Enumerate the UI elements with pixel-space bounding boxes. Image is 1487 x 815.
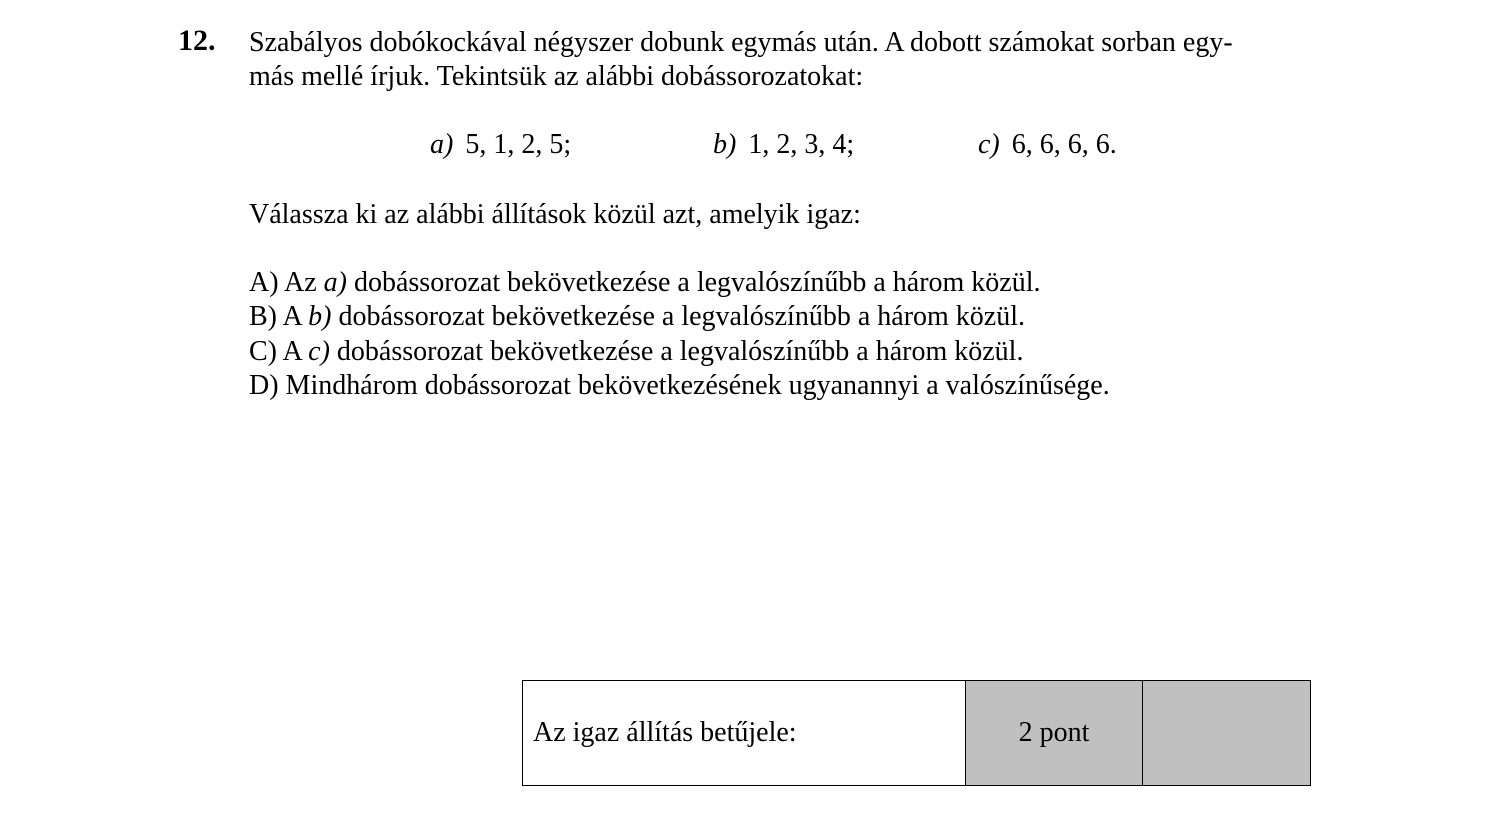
option-d: D) Mindhárom dobássorozat bekövetkezésének ugyanannyi a valószínűsége.	[249, 370, 1110, 401]
sequence-values: 6, 6, 6, 6.	[1011, 129, 1117, 160]
option-prefix: A) Az	[249, 267, 324, 298]
sequence-values: 5, 1, 2, 5;	[465, 129, 572, 160]
question-text-line-1: Szabályos dobókockával négyszer dobunk egymás után. A dobott számokat sorban egy-	[249, 27, 1233, 58]
sequence-values: 1, 2, 3, 4;	[748, 129, 855, 160]
question-text-line-2: más mellé írjuk. Tekintsük az alábbi dobássorozatokat:	[249, 61, 864, 92]
sequence-label: c)	[978, 129, 1000, 160]
option-b	[249, 300, 1025, 334]
sequence-c	[978, 128, 1117, 162]
points-cell: 2 pont	[966, 681, 1143, 786]
option-ref: c)	[308, 336, 330, 367]
option-ref: a)	[323, 267, 347, 298]
option-prefix: C) A	[249, 336, 309, 367]
option-prefix: B) A	[249, 301, 309, 332]
question-number: 12.	[178, 24, 216, 57]
sequence-b	[713, 128, 854, 162]
answer-box	[522, 680, 1311, 786]
option-c	[249, 335, 1023, 369]
sequence-a	[430, 128, 571, 162]
answer-label: Az igaz állítás betűjele:	[523, 681, 966, 786]
sequence-label: b)	[713, 129, 737, 160]
option-rest: dobássorozat bekövetkezése a legvalószínűbb a három közül.	[346, 267, 1041, 298]
option-ref: b)	[308, 301, 332, 332]
option-rest: dobássorozat bekövetkezése a legvalószínűbb a három közül.	[329, 336, 1024, 367]
sequence-label: a)	[430, 129, 454, 160]
instruction-text: Válassza ki az alábbi állítások közül azt, amelyik igaz:	[249, 199, 861, 230]
option-a	[249, 266, 1041, 300]
score-cell[interactable]	[1143, 681, 1311, 786]
option-rest: dobássorozat bekövetkezése a legvalószínűbb a három közül.	[331, 301, 1026, 332]
